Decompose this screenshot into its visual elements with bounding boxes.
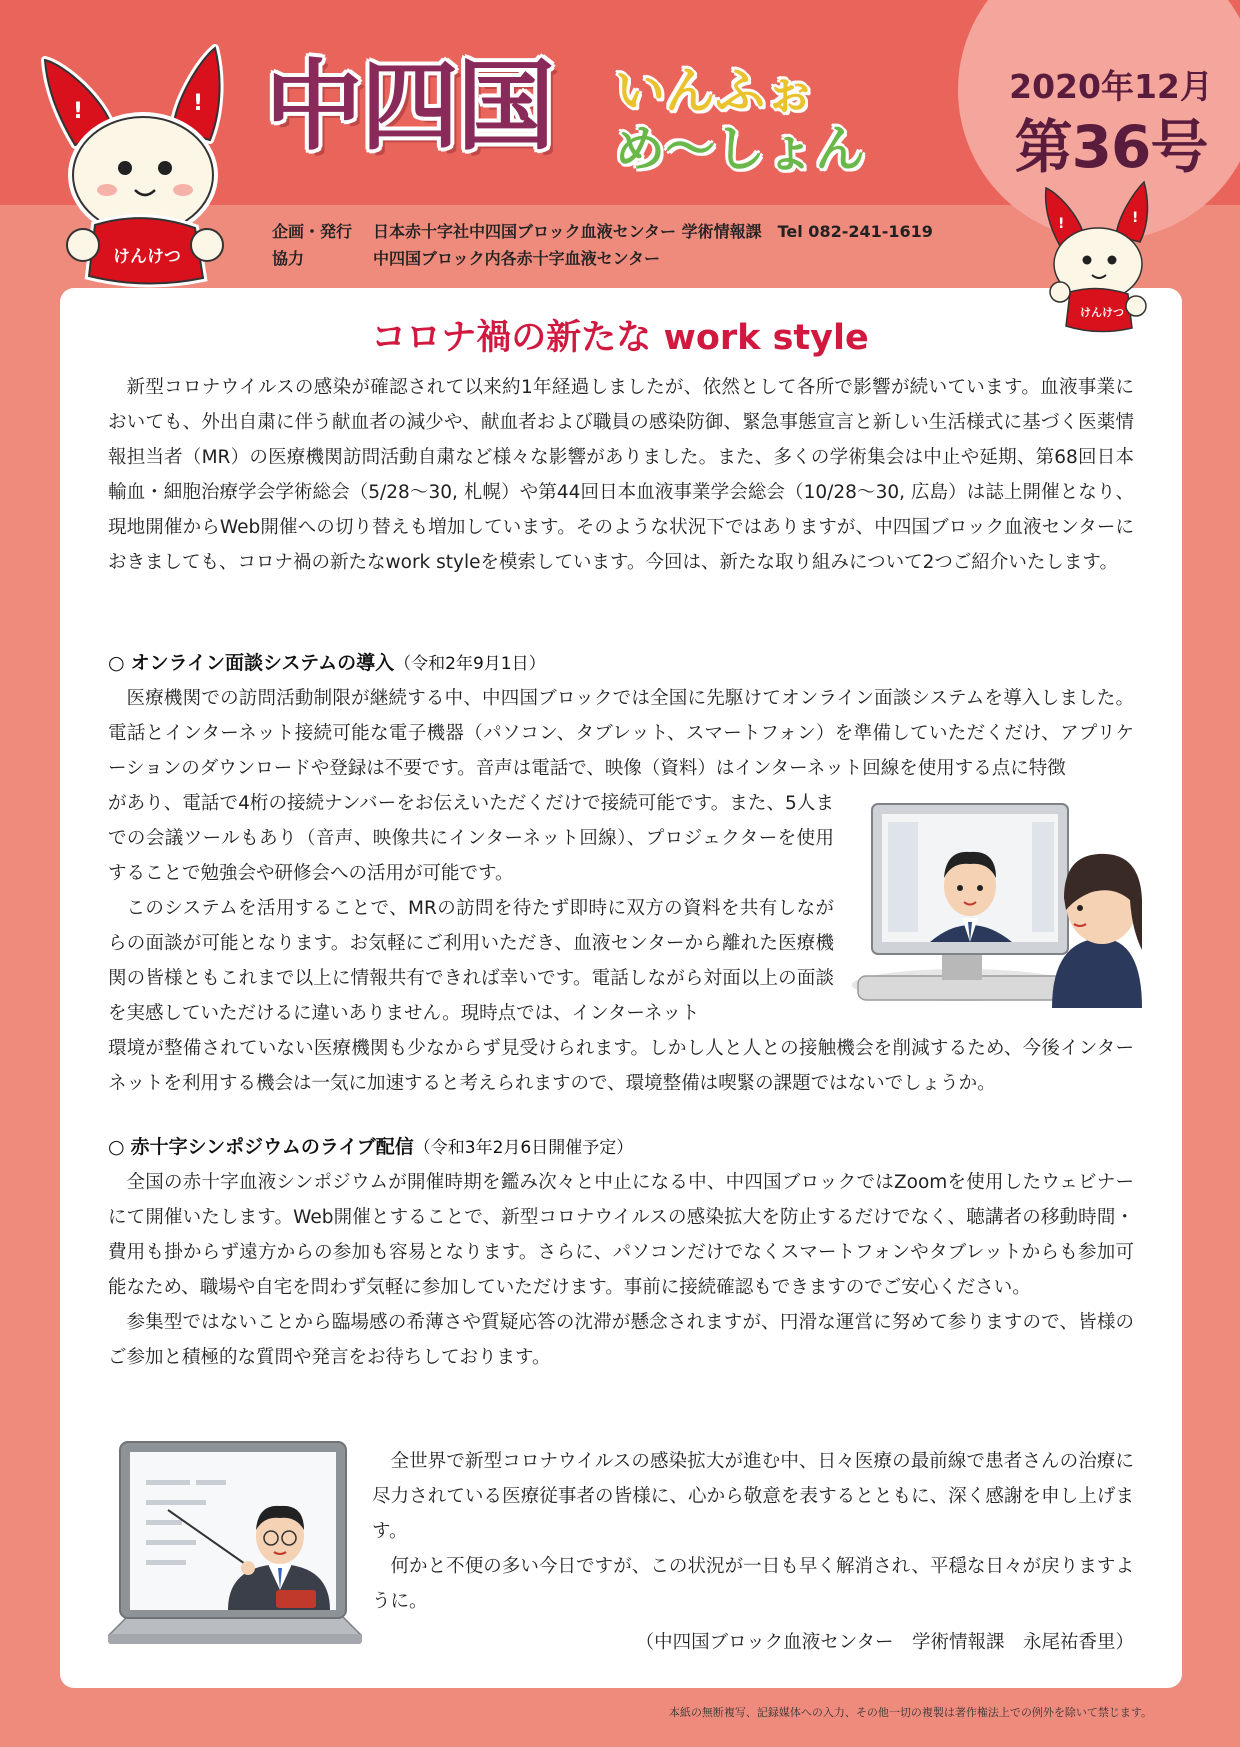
svg-text:!: ! [1058,216,1065,232]
section1-marker: ○ [108,652,125,674]
section1-p1-wrap: があり、電話で4桁の接続ナンバーをお伝えいただくだけで接続可能です。また、5人までの会議ツールもあり（音声、映像共にインターネット回線）、プロジェクターを使用することで勉強会や研修会への活用が可能です。 [108,793,834,884]
section2-marker: ○ [108,1136,125,1158]
issue-number: 第36号 [1014,113,1208,181]
masthead-title: 中四国 [265,50,554,164]
credits-cooperation-row [272,245,933,272]
section2-date: （令和3年2月6日開催予定） [413,1138,634,1158]
section1-para2-full [108,1031,1134,1101]
blood-drop-mascot-icon [25,40,245,290]
masthead-subtitle-line1: いんふぉ [615,62,815,120]
svg-text:!: ! [1132,210,1139,226]
article-intro [108,370,1134,580]
cooperation-label: 協力 [272,249,305,268]
publisher-label: 企画・発行 [272,222,353,241]
mascot-badge: けんけつ [113,247,181,267]
svg-text:!: ! [193,91,204,116]
section2-heading [108,1132,633,1163]
section1-p2-full: 環境が整備されていない医療機関も少なからず見受けられます。しかし人と人との接触機会を削減するため、今後インターネットを利用する機会は一気に加速すると考えられますので、環境整備は喫緊の課題ではないでしょうか。 [108,1038,1134,1094]
intro-paragraph: 新型コロナウイルスの感染が確認されて以来約1年経過しましたが、依然として各所で影響が続いています。血液事業においても、外出自粛に伴う献血者の減少や、献血者および職員の感染防御、緊急事態宣言と新しい生活様式に基づく医薬情報担当者（MR）の医療機関訪問活動自粛など様々な影響がありました。また、多くの学術集会は中止や延期、第68回日本輸血・細胞治療学会学術総会（5/28〜30, 札幌）や第44回日本血液事業学会総会（10/28〜30, 広島）は誌上開催となり、現地開催からWeb開催への切り替えも増加しています。そのような状況下ではありますが、中四国ブロック血液センターにおきましても、コロナ禍の新たなwork styleを模索しています。今回は、新たな取り組みについて2つご紹介いたします。 [108,377,1134,573]
section2-title: 赤十字シンポジウムのライブ配信 [130,1136,414,1158]
online-presenter-illustration [108,1440,362,1646]
closing-signature: （中四国ブロック血液センター 学術情報課 永尾祐香里） [635,1632,1134,1653]
section1-para1-full [108,681,1134,786]
section2-p2: 参集型ではないことから臨場感の希薄さや質疑応答の沈滞が懸念されますが、円滑な運営に努めて参りますので、皆様のご参加と積極的な質問や発言をお待ちしております。 [108,1312,1134,1368]
publisher-value: 日本赤十字社中四国ブロック血液センター 学術情報課 Tel 082-241-1619 [373,222,933,241]
masthead-subtitle [615,62,955,178]
section1-date: （令和2年9月1日） [394,654,546,674]
section1-p1-full: 医療機関での訪問活動制限が継続する中、中四国ブロックでは全国に先駆けてオンライン面談システムを導入しました。電話とインターネット接続可能な電子機器（パソコン、タブレット、スマートフォン）を準備していただくだけ、アプリケーションのダウンロードや登録は不要です。音声は電話で、映像（資料）はインターネット回線を使用する点に特徴 [108,688,1134,779]
section1-wrapped-text [108,786,834,1031]
svg-text:!: ! [73,99,84,124]
article-headline: コロナ禍の新たな work style [371,318,869,358]
copyright-note: 本紙の無断複写、記録媒体への入力、その他一切の複製は著作権法上での例外を除いて禁じます。 [668,1706,1152,1719]
closing-p1: 全世界で新型コロナウイルスの感染拡大が進む中、日々医療の最前線で患者さんの治療に尽力されている医療従事者の皆様に、心から敬意を表するとともに、深く感謝を申し上げます。 [372,1451,1134,1542]
section2-body [108,1165,1134,1375]
video-call-illustration [852,790,1142,1008]
mascot-small-badge: けんけつ [1080,306,1124,319]
section1-heading [108,648,546,679]
cooperation-value: 中四国ブロック内各赤十字血液センター [373,249,661,268]
credits [272,218,933,272]
credits-publisher-row [272,218,933,245]
section1-title: オンライン面談システムの導入 [130,652,395,674]
closing-p2: 何かと不便の多い今日ですが、この状況が一日も早く解消され、平穏な日々が戻りますように。 [372,1556,1134,1612]
masthead-subtitle-line2: め〜しょん [615,120,865,178]
issue-date: 2020年12月 [1009,67,1213,106]
section2-p1: 全国の赤十字血液シンポジウムが開催時期を鑑み次々と中止になる中、中四国ブロックではZoomを使用したウェビナーにて開催いたします。Web開催とすることで、新型コロナウイルスの感染拡大を防止するだけでなく、聴講者の移動時間・費用も掛からず遠方からの参加も容易となります。さらに、パソコンだけでなくスマートフォンやタブレットからも参加可能なため、職場や自宅を問わず気軽に参加していただけます。事前に接続確認もできますのでご安心ください。 [108,1172,1134,1298]
section1-p2-wrap: このシステムを活用することで、MRの訪問を待たず即時に双方の資料を共有しながらの面談が可能となります。お気軽にご利用いただき、血液センターから離れた医療機関の皆様ともこれまで以上に情報共有できれば幸いです。電話しながら対面以上の面談を実感していただけるに違いありません。現時点では、インターネット [108,898,834,1024]
closing-body [372,1444,1134,1660]
